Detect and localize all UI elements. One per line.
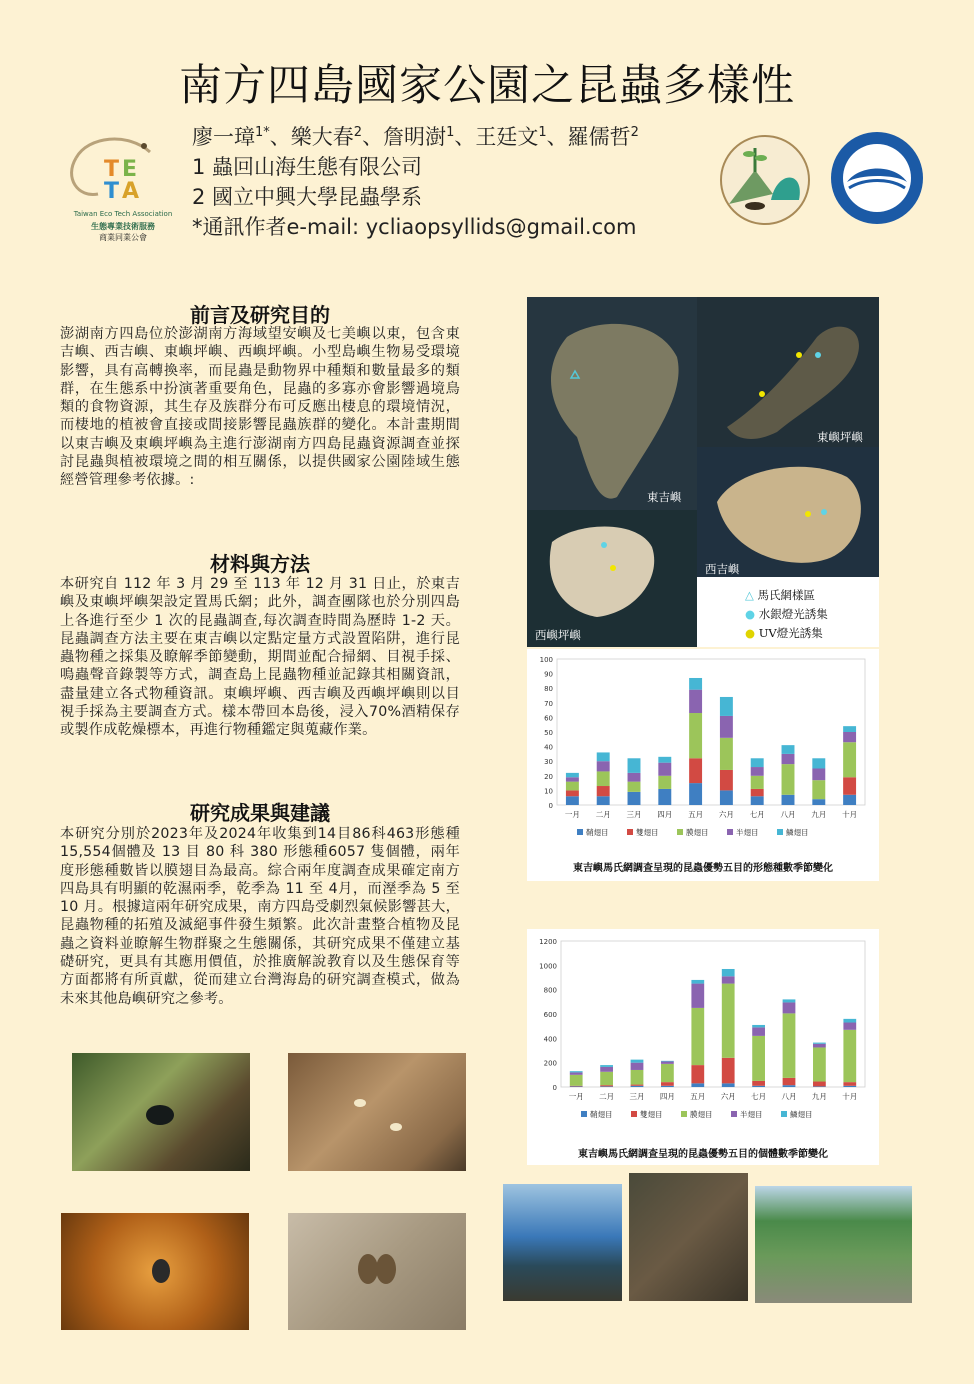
bar-segment	[570, 1086, 583, 1087]
bar-segment	[631, 1085, 644, 1086]
island-label-dongyuping: 東嶼坪嶼	[817, 430, 863, 444]
legend-label: 半翅目	[740, 1110, 763, 1119]
legend-uv-light: ● UV燈光誘集	[745, 626, 823, 640]
bar-segment	[658, 776, 671, 789]
teta-assoc-zh2: 商業同業公會	[99, 233, 147, 242]
poster-title: 南方四島國家公園之昆蟲多樣性	[179, 61, 795, 111]
bar-segment	[752, 1036, 765, 1081]
bar-segment	[600, 1085, 613, 1086]
legend-swatch	[577, 829, 583, 835]
bar-segment	[691, 980, 704, 984]
bar-segment	[689, 758, 702, 783]
bar-segment	[658, 763, 671, 776]
y-tick-label: 40	[544, 743, 553, 752]
bar-segment	[751, 789, 764, 796]
legend-swatch	[631, 1111, 637, 1117]
bar-segment	[722, 969, 735, 976]
x-tick-label: 十月	[842, 810, 858, 819]
contact-email: *通訊作者e-mail: ycliaopsyllids@gmail.com	[192, 215, 637, 239]
x-tick-label: 一月	[568, 1092, 584, 1101]
legend-label: 鱗翅目	[786, 828, 809, 837]
methods-text: 本研究自 112 年 3 月 29 至 113 年 12 月 31 日止，於東吉嶼及東嶼坪嶼架設定置馬氏網；此外，調查團隊也於分別四島上各進行至少 1 次的昆蟲調查,每次調查時間為歷時 1-2 天。昆蟲調查方法主要在東吉嶼以定點定量方式設置陷阱，進行昆蟲物種之採集及瞭解季節變動，期間並配合掃網、目視手採、鳴蟲聲音錄製等方式，調查島上昆蟲物種並記錄其相關資訊，盡量建立各式物種資訊。東嶼坪嶼、西吉嶼及西嶼坪嶼則以目視手採為主要調查方式。樣本帶回本島後，浸入70%酒精保存或製作成乾燥標本，再進行物種鑑定與蒐藏作業。	[60, 576, 460, 739]
y-tick-label: 90	[544, 670, 553, 679]
y-tick-label: 400	[543, 1035, 557, 1044]
bar-segment	[722, 984, 735, 1058]
bar-segment	[597, 786, 610, 796]
bar-segment	[722, 976, 735, 983]
bar-segment	[658, 757, 671, 763]
bar-segment	[661, 1082, 674, 1086]
bar-segment	[720, 738, 733, 770]
bar-segment	[631, 1070, 644, 1085]
island-label-xiji: 西吉嶼	[705, 562, 740, 576]
island-label-xiyuping: 西嶼坪嶼	[535, 628, 581, 642]
bar-segment	[600, 1067, 613, 1072]
y-tick-label: 200	[543, 1059, 557, 1068]
x-tick-label: 八月	[781, 1092, 797, 1101]
y-tick-label: 60	[544, 714, 553, 723]
y-tick-label: 800	[543, 986, 557, 995]
legend-swatch	[777, 829, 783, 835]
author-affiliation-mark: 1	[538, 125, 547, 140]
author-name: 詹明澍	[383, 125, 447, 149]
bar-segment	[812, 758, 825, 768]
bar-segment	[782, 745, 795, 754]
x-tick-label: 四月	[659, 1092, 675, 1101]
bar-segment	[782, 764, 795, 795]
photo-team-at-harbor	[503, 1184, 622, 1301]
bar-segment	[628, 782, 641, 792]
y-tick-label: 1200	[539, 938, 557, 946]
legend-label: 鞘翅目	[590, 1110, 613, 1119]
bar-segment	[843, 1086, 856, 1087]
bar-segment	[661, 1061, 674, 1063]
y-tick-label: 1000	[539, 962, 557, 971]
photo-moth	[288, 1213, 466, 1330]
x-tick-label: 九月	[811, 1092, 827, 1101]
teta-assoc-en: Taiwan Eco Tech Association	[73, 210, 173, 218]
results-heading: 研究成果與建議	[190, 801, 330, 825]
photo-water-bug	[61, 1213, 249, 1330]
legend-swatch	[731, 1111, 737, 1117]
bar-segment	[597, 796, 610, 805]
logo-group	[715, 130, 930, 230]
x-tick-label: 二月	[599, 1092, 615, 1101]
bar-segment	[600, 1065, 613, 1067]
bar-segment	[691, 1083, 704, 1087]
x-tick-label: 一月	[564, 810, 580, 819]
chart-individuals	[527, 929, 879, 1165]
bar-segment	[661, 1064, 674, 1082]
chart-morphospecies-caption: 東吉嶼馬氏網調查呈現的昆蟲優勢五目的形態種數季節變化	[573, 863, 833, 874]
legend-swatch	[727, 829, 733, 835]
legend-mercury-light: ● 水銀燈光誘集	[745, 607, 828, 621]
chart-individuals-svg	[527, 929, 879, 1129]
author-affiliation-mark: 2	[353, 125, 363, 140]
mountain-sea-logo	[721, 136, 809, 224]
bar-segment	[843, 726, 856, 732]
y-tick-label: 80	[544, 685, 553, 694]
svg-text:T: T	[104, 179, 120, 204]
author-affiliation-mark: 1*	[255, 125, 270, 140]
legend-swatch	[781, 1111, 787, 1117]
x-tick-label: 五月	[690, 1092, 706, 1101]
y-tick-label: 0	[552, 1084, 557, 1092]
bar-segment	[628, 758, 641, 773]
legend-label: 鱗翅目	[790, 1110, 813, 1119]
bar-segment	[752, 1027, 765, 1036]
x-tick-label: 七月	[749, 810, 765, 819]
bar-segment	[570, 1075, 583, 1086]
bar-segment	[570, 1072, 583, 1074]
bar-segment	[628, 773, 641, 782]
bar-segment	[597, 771, 610, 786]
legend-label: 半翅目	[736, 828, 759, 837]
bar-segment	[597, 752, 610, 761]
x-tick-label: 十月	[842, 1092, 858, 1101]
bar-segment	[661, 1061, 674, 1062]
author-name: 王廷文	[475, 125, 539, 149]
bar-segment	[783, 1078, 796, 1085]
svg-text:T: T	[104, 157, 120, 182]
bar-segment	[752, 1086, 765, 1087]
bar-segment	[720, 790, 733, 805]
y-tick-label: 600	[543, 1011, 557, 1019]
bar-segment	[689, 690, 702, 713]
island-map-panel	[527, 297, 879, 647]
bar-segment	[751, 796, 764, 805]
legend-swatch	[581, 1111, 587, 1117]
y-tick-label: 0	[548, 802, 553, 810]
legend-swatch	[627, 829, 633, 835]
bar-segment	[689, 713, 702, 758]
author-list	[192, 118, 639, 152]
y-tick-label: 50	[544, 729, 553, 737]
x-tick-label: 六月	[718, 810, 734, 819]
legend-swatch	[681, 1111, 687, 1117]
legend-label: 鞘翅目	[586, 828, 609, 837]
x-tick-label: 八月	[780, 810, 796, 819]
bar-segment	[751, 767, 764, 776]
legend-malaise-trap: △ 馬氏網樣區	[745, 588, 816, 602]
bar-segment	[813, 1047, 826, 1081]
photo-beetle-in-grass	[72, 1053, 250, 1171]
y-tick-label: 30	[544, 758, 553, 767]
bar-segment	[570, 1071, 583, 1072]
bar-segment	[600, 1086, 613, 1087]
photo-field-sampling	[629, 1173, 748, 1301]
bar-segment	[722, 1083, 735, 1087]
bar-segment	[566, 796, 579, 805]
bar-segment	[813, 1044, 826, 1048]
author-separator: 、	[546, 125, 568, 149]
x-tick-label: 五月	[688, 810, 704, 819]
author-name: 樂大春	[290, 125, 354, 149]
bar-segment	[631, 1060, 644, 1063]
bar-segment	[691, 1065, 704, 1083]
svg-text:A: A	[122, 179, 140, 204]
bar-segment	[720, 770, 733, 790]
bar-segment	[843, 1019, 856, 1023]
bar-segment	[691, 984, 704, 1008]
chart-individuals-caption: 東吉嶼馬氏網調查呈現的昆蟲優勢五目的個體數季節變化	[578, 1149, 828, 1160]
author-separator: 、	[269, 125, 291, 149]
methods-heading: 材料與方法	[210, 552, 310, 576]
bar-segment	[843, 732, 856, 742]
affiliation-1: 1 蟲回山海生態有限公司	[192, 155, 423, 179]
author-separator: 、	[362, 125, 384, 149]
legend-label: 膜翅目	[690, 1110, 713, 1119]
bar-segment	[843, 795, 856, 805]
bar-segment	[783, 1013, 796, 1077]
bar-segment	[751, 758, 764, 767]
bar-segment	[600, 1072, 613, 1085]
intro-text: 澎湖南方四島位於澎湖南方海域望安嶼及七美嶼以東，包含東吉嶼、西吉嶼、東嶼坪嶼、西嶼坪嶼。小型島嶼生物易受環境影響，具有高轉換率，而昆蟲是動物界中種類和數量最多的類群，在生態系中扮演著重要角色，昆蟲的多寡亦會影響過境鳥類的食物資源，其生存及族群分布可反應出棲息的環境情況，而棲地的植被會直接或間接影響昆蟲族群的變化。本計畫期間以東吉嶼及東嶼坪嶼為主進行澎湖南方四島昆蟲資源調查並探討昆蟲與植被環境之間的相互關係，以提供國家公園陸域生態經營管理參考依據。:	[60, 326, 460, 489]
author-name: 羅儒哲	[567, 125, 631, 149]
bar-segment	[813, 1043, 826, 1044]
bar-segment	[752, 1025, 765, 1027]
legend-label: 雙翅目	[640, 1110, 663, 1119]
y-tick-label: 20	[544, 772, 553, 781]
bar-segment	[782, 754, 795, 764]
legend-swatch	[677, 829, 683, 835]
teta-logo	[58, 128, 188, 248]
bar-segment	[566, 773, 579, 777]
bar-segment	[689, 783, 702, 805]
author-affiliation-mark: 1	[446, 125, 455, 140]
x-tick-label: 六月	[720, 1092, 736, 1101]
bar-segment	[843, 1030, 856, 1082]
island-label-dongji: 東吉嶼	[647, 490, 682, 504]
x-tick-label: 四月	[657, 810, 673, 819]
x-tick-label: 九月	[811, 810, 827, 819]
bar-segment	[658, 789, 671, 805]
bar-segment	[570, 1086, 583, 1087]
bar-segment	[722, 1058, 735, 1084]
map-legend	[745, 587, 828, 641]
bar-segment	[661, 1086, 674, 1087]
author-affiliation-mark: 2	[630, 125, 639, 140]
national-park-logo	[831, 132, 923, 224]
bar-segment	[812, 780, 825, 799]
bar-segment	[813, 1082, 826, 1087]
bar-segment	[597, 761, 610, 771]
y-tick-label: 100	[539, 656, 553, 664]
y-tick-label: 70	[544, 699, 553, 708]
bar-segment	[720, 697, 733, 716]
bar-segment	[783, 999, 796, 1002]
teta-assoc-zh1: 生態專業技術服務	[91, 222, 155, 231]
photo-termites	[288, 1053, 466, 1171]
bar-segment	[751, 776, 764, 789]
bar-segment	[782, 795, 795, 805]
x-tick-label: 三月	[626, 810, 642, 819]
bar-segment	[689, 678, 702, 690]
x-tick-label: 二月	[595, 810, 611, 819]
bar-segment	[628, 792, 641, 805]
bar-segment	[631, 1086, 644, 1087]
bar-segment	[783, 1002, 796, 1013]
bar-segment	[566, 777, 579, 781]
author-block	[192, 118, 639, 242]
bar-segment	[812, 799, 825, 805]
results-text: 本研究分別於2023年及2024年收集到14目86科463形態種15,554個體及 13 目 80 科 380 形態種6057 隻個體，兩年度形態種數皆以膜翅目為最高。綜合兩年度調查成果確定南方四島具有明顯的乾濕兩季，乾季為 11 至 4月，而溼季為 5 至 10 月。根據這兩年研究成果，南方四島受劇烈氣候影響甚大，昆蟲物種的拓殖及滅絕事件發生頻繁。此次計畫整合植物及昆蟲之資料並瞭解生物群聚之生態關係，其研究成果不僅建立基礎研究，更具有其應用價值，於推廣解說教育以及生態保育等方面都將有所貢獻，從而建立台灣海島的研究調查模式，做為未來其他島嶼研究之參考。	[60, 826, 460, 1007]
bar-segment	[813, 1086, 826, 1087]
bar-segment	[843, 1023, 856, 1030]
legend-label: 雙翅目	[636, 828, 659, 837]
bar-segment	[720, 716, 733, 738]
x-tick-label: 三月	[629, 1092, 645, 1101]
author-name: 廖一璋	[192, 125, 255, 149]
affiliation-2: 2 國立中興大學昆蟲學系	[192, 185, 423, 209]
author-separator: 、	[454, 125, 476, 149]
y-tick-label: 10	[544, 787, 553, 796]
bar-segment	[843, 1082, 856, 1086]
bar-segment	[843, 742, 856, 777]
legend-label: 膜翅目	[686, 828, 709, 837]
bar-segment	[783, 1085, 796, 1087]
bar-segment	[566, 790, 579, 796]
svg-text:E: E	[122, 157, 138, 182]
intro-heading: 前言及研究目的	[190, 303, 330, 327]
chart-morphospecies	[527, 649, 879, 881]
chart-morphospecies-svg	[527, 649, 879, 844]
bar-segment	[691, 1008, 704, 1065]
bar-segment	[843, 777, 856, 795]
photo-group-outdoor	[755, 1186, 912, 1303]
bar-segment	[566, 782, 579, 791]
bar-segment	[631, 1063, 644, 1070]
x-tick-label: 七月	[751, 1092, 767, 1101]
bar-segment	[812, 769, 825, 781]
bar-segment	[752, 1081, 765, 1086]
